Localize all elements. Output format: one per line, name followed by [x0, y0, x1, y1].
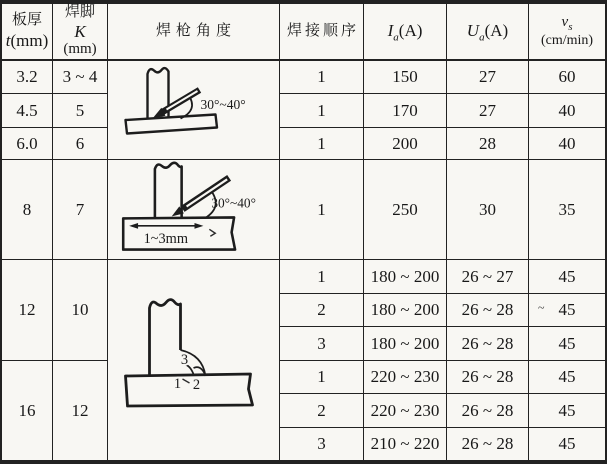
cell-leg-7: 7	[53, 160, 108, 260]
torch-stick-core	[167, 91, 198, 110]
header-speed-unit: (cm/min)	[540, 33, 594, 49]
cell-voltage: 30	[447, 160, 529, 260]
header-weld-leg	[53, 4, 108, 61]
cell-current: 250	[364, 160, 447, 260]
cell-speed: ~ 45	[529, 294, 605, 327]
cell-speed: 60	[529, 61, 605, 94]
cell-voltage: 26 ~ 28	[447, 327, 529, 361]
cell-voltage: 27	[447, 61, 529, 94]
cell-voltage: 26 ~ 28	[447, 394, 529, 428]
cell-seq: 1	[280, 61, 364, 94]
cell-voltage: 26 ~ 28	[447, 294, 529, 327]
weld-pass-3-label: 3	[180, 352, 189, 368]
angle-label: 30°~40°	[200, 97, 246, 112]
cell-speed: 45	[529, 361, 605, 394]
cell-current: 180 ~ 200	[364, 260, 447, 294]
cell-voltage: 27	[447, 94, 529, 128]
header-weld-sequence	[280, 4, 364, 61]
header-speed	[529, 4, 605, 61]
cell-thickness-16: 16	[2, 361, 53, 460]
stray-tick	[209, 229, 215, 236]
cell-seq: 1	[280, 160, 364, 260]
diagram-gap-fillet-torch-angle	[108, 160, 280, 260]
base-plate	[126, 374, 253, 406]
cell-thickness-12: 12	[2, 260, 53, 361]
base-plate	[126, 115, 218, 134]
cell-voltage: 26 ~ 28	[447, 428, 529, 460]
cell-current: 150	[364, 61, 447, 94]
cell-current: 220 ~ 230	[364, 361, 447, 394]
cell-voltage: 26 ~ 28	[447, 361, 529, 394]
gap-label: 1~3mm	[143, 231, 188, 248]
gap-fillet-diagram	[108, 160, 279, 259]
cell-seq: 1	[280, 94, 364, 128]
cell-speed: 45	[529, 260, 605, 294]
header-weld-leg-unit: (mm)	[63, 41, 97, 58]
thin-fillet-diagram	[108, 61, 279, 159]
cell-speed: 40	[529, 128, 605, 160]
pass-order-tick	[183, 379, 190, 383]
header-plate-thickness-title: 板厚	[11, 11, 42, 28]
header-plate-thickness-symbol: t(mm)	[5, 31, 49, 51]
cell-seq: 1	[280, 260, 364, 294]
angle-label: 30°~40°	[211, 195, 256, 211]
cell-voltage: 26 ~ 27	[447, 260, 529, 294]
cell-speed: 45	[558, 434, 576, 453]
header-current-symbol: $I_a(A)$	[387, 21, 423, 44]
cell-leg-5: 5	[53, 94, 108, 128]
multipass-weld-diagram	[108, 260, 279, 460]
cell-seq: 1	[280, 128, 364, 160]
cell-leg-6: 6	[53, 128, 108, 160]
diagram-multipass-t-joint	[108, 260, 280, 460]
header-voltage	[447, 4, 529, 61]
header-weld-leg-title: 焊脚	[64, 4, 95, 21]
header-torch-angle	[108, 4, 280, 61]
weld-pass-1-label: 1	[173, 376, 182, 392]
cell-speed: 35	[529, 160, 605, 260]
cell-thickness-4-5: 4.5	[2, 94, 53, 128]
header-voltage-symbol: $U_a(A)$	[466, 21, 509, 44]
diagram-thin-fillet-torch-angle	[108, 61, 280, 160]
cell-thickness-6-0: 6.0	[2, 128, 53, 160]
cell-seq: 3	[280, 428, 364, 460]
cell-seq: 1	[280, 361, 364, 394]
header-weld-sequence-title: 焊接顺序	[286, 22, 359, 39]
cell-seq: 2	[280, 294, 364, 327]
cell-current: 200	[364, 128, 447, 160]
cell-leg-3-4: 3 ~ 4	[53, 61, 108, 94]
header-plate-thickness	[2, 4, 53, 61]
cell-leg-10: 10	[53, 260, 108, 361]
cell-current: 180 ~ 200	[364, 294, 447, 327]
gap-arrow-left	[129, 223, 138, 229]
gap-arrow-right	[194, 223, 203, 229]
vertical-plate	[150, 300, 181, 376]
cell-seq: 3	[280, 327, 364, 361]
stray-scan-mark: ~	[538, 300, 545, 315]
cell-speed: 45	[529, 394, 605, 428]
header-current	[364, 4, 447, 61]
cell-thickness-8: 8	[2, 160, 53, 260]
cell-leg-12: 12	[53, 361, 108, 460]
cell-current: 170	[364, 94, 447, 128]
cell-thickness-3-2: 3.2	[2, 61, 53, 94]
cell-speed: 45	[529, 327, 605, 361]
cell-current: 180 ~ 200	[364, 327, 447, 361]
weld-pass-2-label: 2	[192, 377, 201, 393]
header-speed-symbol: $v_s$	[561, 13, 573, 33]
cell-current: 210 ~ 220	[364, 428, 447, 460]
header-torch-angle-title: 焊枪角度	[155, 22, 236, 39]
cell-speed: 40	[529, 94, 605, 128]
header-weld-leg-symbol: K	[74, 21, 86, 41]
cell-seq: 2	[280, 394, 364, 428]
cell-voltage: 28	[447, 128, 529, 160]
cell-current: 220 ~ 230	[364, 394, 447, 428]
